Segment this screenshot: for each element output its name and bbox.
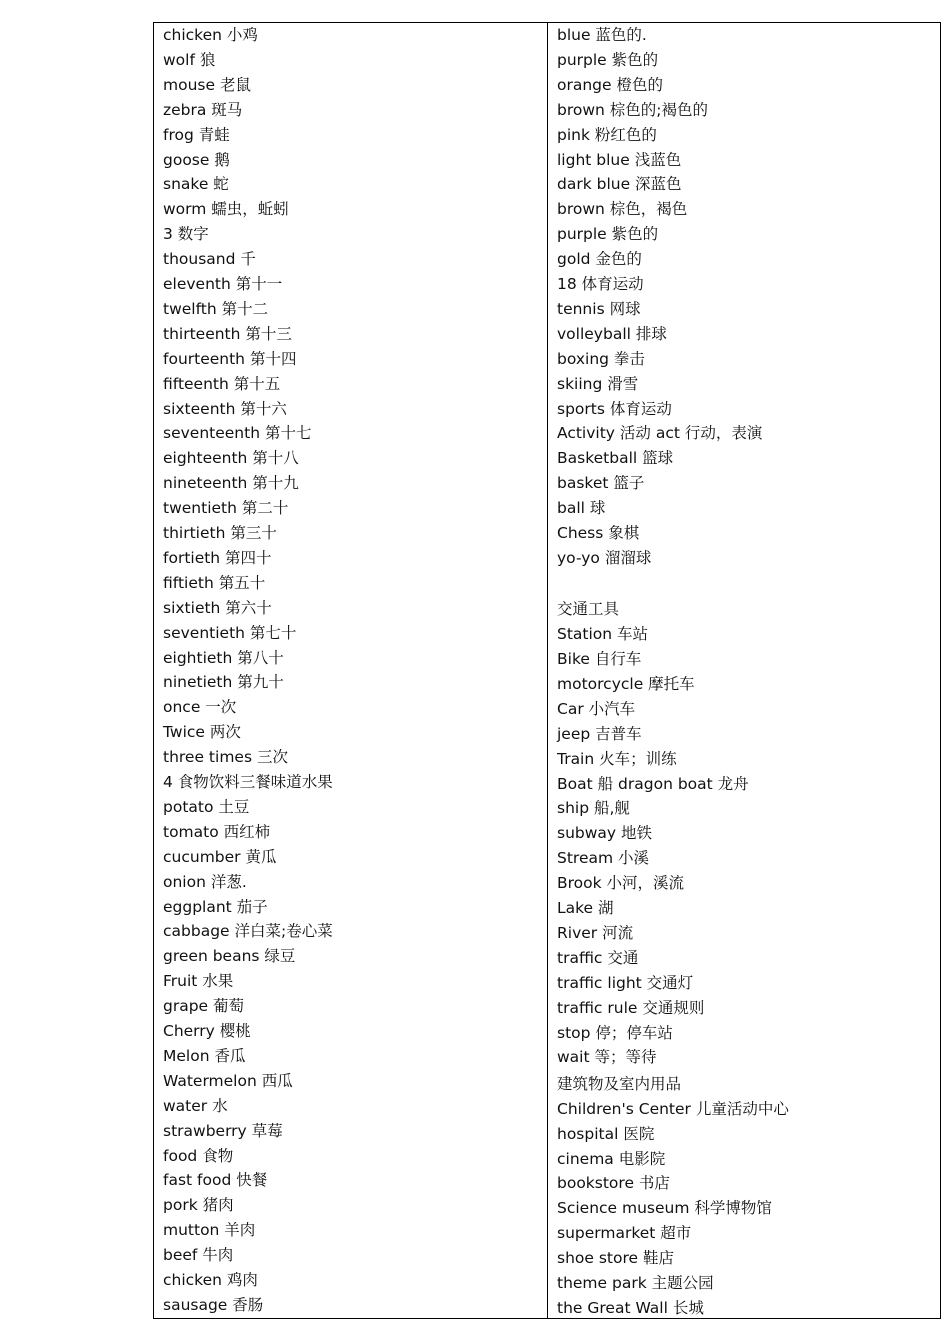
right-entry: motorcycle 摩托车 — [557, 674, 695, 693]
right-entry: 18 体育运动 — [557, 275, 644, 293]
left-entry: Melon 香瓜 — [163, 1046, 246, 1065]
left-entry: Cherry 樱桃 — [163, 1022, 251, 1040]
left-entry: three times 三次 — [163, 748, 288, 767]
right-entry: supermarket 超市 — [557, 1224, 692, 1243]
right-entry: shoe store 鞋店 — [557, 1249, 674, 1268]
left-entry: worm 蠕虫，蚯蚓 — [163, 200, 289, 219]
right-entry: volleyball 排球 — [557, 324, 667, 343]
left-entry: potato 土豆 — [163, 797, 250, 816]
right-entry: purple 紫色的 — [557, 225, 659, 244]
right-entry: stop 停；停车站 — [557, 1023, 673, 1042]
left-entry: thirtieth 第三十 — [163, 524, 277, 542]
left-entry: eighteenth 第十八 — [163, 449, 299, 468]
left-entry: thirteenth 第十三 — [163, 324, 292, 343]
left-entry: fortieth 第四十 — [163, 548, 272, 567]
left-entry: cucumber 黄瓜 — [163, 847, 277, 866]
left-entry: chicken 鸡肉 — [163, 1271, 258, 1289]
right-column — [548, 23, 940, 1318]
right-entry: traffic light 交通灯 — [557, 973, 694, 992]
left-entry: eightieth 第八十 — [163, 648, 284, 667]
right-entry: basket 篮子 — [557, 474, 645, 493]
right-entry: traffic rule 交通规则 — [557, 998, 705, 1017]
left-entry: fourteenth 第十四 — [163, 349, 297, 368]
left-entry: eggplant 茄子 — [163, 897, 268, 916]
left-entry: 4 食物饮料三餐味道水果 — [163, 773, 333, 791]
left-entry: tomato 西红柿 — [163, 822, 271, 841]
right-entry: River 河流 — [557, 923, 634, 942]
right-entry: cinema 电影院 — [557, 1149, 666, 1168]
right-entry: brown 棕色，褐色 — [557, 200, 688, 219]
left-entry: seventieth 第七十 — [163, 623, 297, 642]
left-entry: eleventh 第十一 — [163, 275, 283, 293]
right-entry: blue 蓝色的. — [557, 26, 647, 44]
left-entry: mutton 羊肉 — [163, 1221, 256, 1240]
left-entry: water 水 — [163, 1096, 228, 1115]
left-entry: twentieth 第二十 — [163, 499, 289, 518]
left-entry: once 一次 — [163, 698, 237, 717]
right-entry: Boat 船 dragon boat 龙舟 — [557, 774, 749, 793]
right-entry: pink 粉红色的 — [557, 125, 657, 144]
left-entry: beef 牛肉 — [163, 1246, 234, 1265]
right-entry: skiing 滑雪 — [557, 374, 639, 393]
left-entry: strawberry 草莓 — [163, 1121, 283, 1140]
right-entry: gold 金色的 — [557, 250, 642, 269]
left-entry: Twice 两次 — [163, 723, 241, 742]
right-entry: Brook 小河，溪流 — [557, 874, 685, 893]
right-entry: ship 船,舰 — [557, 799, 630, 818]
left-entry: chicken 小鸡 — [163, 26, 258, 44]
right-entry: Science museum 科学博物馆 — [557, 1199, 772, 1218]
left-entry: sixteenth 第十六 — [163, 399, 287, 418]
left-entry: onion 洋葱. — [163, 872, 247, 891]
right-entry: brown 棕色的;褐色的 — [557, 100, 709, 119]
left-entry: seventeenth 第十七 — [163, 424, 312, 443]
right-entry: bookstore 书店 — [557, 1174, 670, 1193]
right-entry: boxing 拳击 — [557, 349, 645, 368]
left-entry: sausage 香肠 — [163, 1295, 264, 1314]
right-entry: Chess 象棋 — [557, 524, 640, 542]
left-entry: mouse 老鼠 — [163, 75, 251, 94]
right-entry: 建筑物及室内用品 — [557, 1074, 682, 1093]
left-entry: Watermelon 西瓜 — [163, 1071, 293, 1090]
left-entry: goose 鹅 — [163, 150, 230, 169]
left-entry: green beans 绿豆 — [163, 947, 296, 966]
right-entry: Car 小汽车 — [557, 699, 636, 718]
right-entry: yo-yo 溜溜球 — [557, 548, 652, 567]
right-entry: tennis 网球 — [557, 299, 641, 318]
right-entry: orange 橙色的 — [557, 75, 663, 94]
right-entry: Station 车站 — [557, 625, 649, 644]
left-entry: grape 葡萄 — [163, 997, 245, 1016]
left-entry: frog 青蛙 — [163, 125, 230, 144]
right-entry: the Great Wall 长城 — [557, 1298, 704, 1317]
left-entry: zebra 斑马 — [163, 100, 243, 119]
left-entry: food 食物 — [163, 1146, 234, 1165]
left-entry: pork 猪肉 — [163, 1196, 234, 1215]
right-entry: Lake 湖 — [557, 899, 614, 917]
left-entry: Fruit 水果 — [163, 972, 234, 991]
left-entry: snake 蛇 — [163, 175, 229, 194]
left-entry: sixtieth 第六十 — [163, 598, 272, 617]
right-entry: Activity 活动 act 行动，表演 — [557, 424, 763, 443]
left-entry: fifteenth 第十五 — [163, 374, 281, 393]
right-entry: hospital 医院 — [557, 1124, 655, 1143]
left-entry: nineteenth 第十九 — [163, 474, 299, 493]
right-entry: 交通工具 — [557, 600, 620, 619]
right-entry: subway 地铁 — [557, 824, 653, 843]
right-entry: Stream 小溪 — [557, 849, 650, 868]
right-entry: traffic 交通 — [557, 948, 639, 967]
right-entry: sports 体育运动 — [557, 399, 672, 418]
vocabulary-table — [153, 22, 941, 1319]
left-entry: thousand 千 — [163, 250, 256, 269]
right-entry: Children's Center 儿童活动中心 — [557, 1099, 789, 1118]
right-entry: dark blue 深蓝色 — [557, 175, 682, 194]
left-entry: twelfth 第十二 — [163, 299, 269, 318]
right-entry: wait 等；等待 — [557, 1048, 657, 1067]
right-entry: ball 球 — [557, 499, 606, 518]
right-entry: Basketball 篮球 — [557, 449, 674, 468]
left-entry: ninetieth 第九十 — [163, 673, 284, 692]
right-entry: jeep 吉普车 — [557, 724, 642, 743]
right-entry: purple 紫色的 — [557, 50, 659, 69]
right-entry: light blue 浅蓝色 — [557, 150, 682, 169]
left-entry: cabbage 洋白菜;卷心菜 — [163, 922, 333, 941]
left-column — [154, 23, 548, 1318]
right-entry: Bike 自行车 — [557, 650, 642, 668]
left-entry: 3 数字 — [163, 225, 209, 244]
left-entry: wolf 狼 — [163, 50, 216, 69]
right-entry: theme park 主题公园 — [557, 1274, 714, 1292]
left-entry: fast food 快餐 — [163, 1171, 268, 1190]
left-entry: fiftieth 第五十 — [163, 573, 266, 592]
right-entry: Train 火车；训练 — [557, 749, 677, 768]
